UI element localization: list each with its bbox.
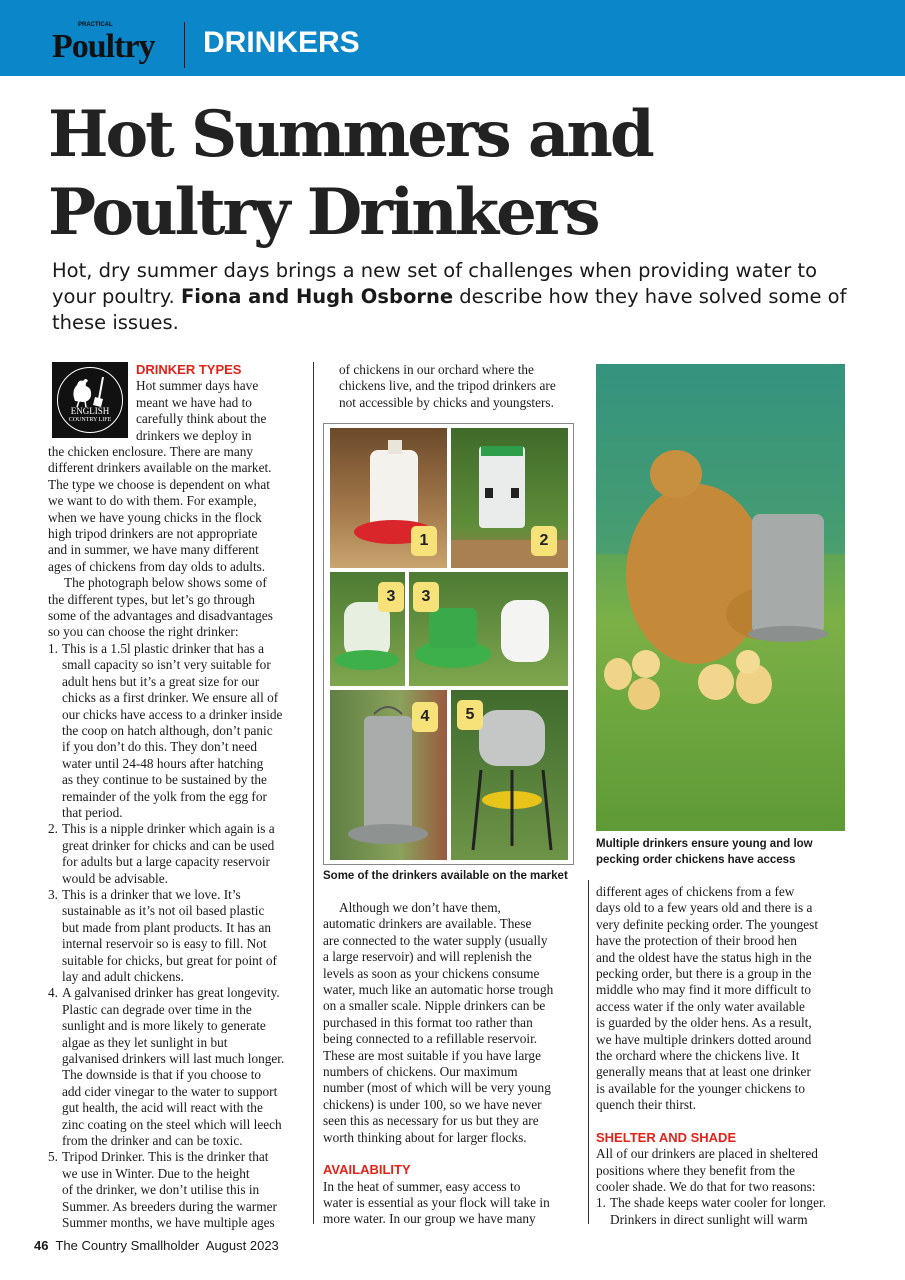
text-line: internal reservoir so is easy to fill. Not — [62, 936, 267, 952]
text-line: A galvanised drinker has great longevity. — [62, 985, 280, 1001]
list-item-1 — [596, 1195, 858, 1228]
list-number: 3. — [48, 886, 58, 902]
text-line: suitable for chicks, but great for point of — [62, 952, 277, 968]
standfirst-text: Hot, dry summer days brings a new set of challenges when providing water to your poultry. — [52, 259, 818, 308]
text-line: These are most suitable if you have large — [323, 1047, 541, 1063]
text-line: not accessible by chicks and youngsters. — [339, 394, 554, 410]
list-number: 1. — [48, 640, 58, 656]
photo-galvanised-drinker — [330, 690, 447, 860]
text-line: number (most of which will be very young — [323, 1080, 551, 1096]
photo-plastic-drinker — [330, 428, 447, 568]
text-line: the different types, but let’s go through — [48, 591, 255, 607]
column-2 — [323, 900, 581, 1228]
text-line: purchased in this format too rather than — [323, 1014, 533, 1030]
text-line: are connected to the water supply (usually — [323, 932, 548, 948]
title-line: Hot Summers and — [48, 97, 652, 172]
text-line: lay and adult chickens. — [62, 969, 184, 984]
text-line: so you can choose the right drinker: — [48, 624, 239, 640]
text-line: different ages of chickens from a few — [596, 884, 795, 899]
text-line: chickens live, and the tripod drinkers are — [339, 378, 556, 394]
text-line: sunlight and is more likely to generate — [62, 1018, 266, 1034]
authors: Fiona and Hugh Osborne — [180, 285, 454, 308]
text-line: water until 24-48 hours after hatching — [62, 755, 264, 771]
number-badge: 4 — [412, 702, 438, 732]
text-line: that period. — [62, 804, 123, 820]
text-line: of chickens in our orchard where the — [339, 362, 534, 377]
photo-green-drinker-b — [409, 572, 568, 686]
drinkers-photo-collage — [323, 423, 574, 865]
text-line: have the protection of their brood hen — [596, 933, 797, 949]
text-line: access water if the only water available — [596, 998, 805, 1014]
rooster-spade-icon — [53, 365, 127, 409]
article-title — [48, 96, 868, 252]
text-line: different drinkers available on the market. — [48, 460, 272, 476]
text-line: of the drinker, we don’t utilise this in — [62, 1182, 260, 1198]
text-line: Summer. As breeders during the warmer — [62, 1198, 277, 1214]
heading-availability: AVAILABILITY — [323, 1162, 411, 1178]
logo-text: Poultry — [52, 28, 155, 65]
section-title: DRINKERS — [203, 26, 360, 59]
text-line: for adults but a large capacity reservoir — [62, 854, 270, 870]
text-line: but made from plant products. It has an — [62, 919, 272, 935]
text-line: and in summer, we have many different — [48, 542, 259, 558]
text-line: the orchard where the chickens live. It — [596, 1048, 800, 1064]
text-line: when we have young chicks in the flock — [48, 509, 262, 525]
title-line: Poultry Drinkers — [48, 175, 598, 250]
text-line: small capacity so isn’t very suitable for — [62, 657, 271, 673]
text-line: we use in Winter. Due to the height — [62, 1165, 250, 1181]
header-banner — [0, 0, 905, 76]
text-line: is available for the younger chickens to — [596, 1080, 805, 1096]
text-line: positions where they benefit from the — [596, 1162, 796, 1178]
column-rule — [313, 362, 314, 1224]
text-line: numbers of chickens. Our maximum — [323, 1064, 518, 1080]
text-line: automatic drinkers are available. These — [323, 916, 532, 932]
text-line: This is a 1.5l plastic drinker that has a — [62, 640, 264, 656]
photo-hen-and-chicks — [596, 364, 845, 831]
text-line: zinc coating on the steel which will leech — [62, 1116, 282, 1132]
text-line: ages of chickens from day olds to adults. — [48, 558, 266, 574]
text-line: Hot summer days have — [136, 378, 259, 394]
text-line: levels as soon as your chickens consume — [323, 965, 540, 981]
text-line: being connected to a refillable reservoir. — [323, 1031, 538, 1047]
text-line: middle who may find it more difficult to — [596, 982, 812, 998]
text-line: great drinker for chicks and can be used — [62, 837, 275, 853]
header-divider — [184, 22, 185, 68]
text-line: galvanised drinkers will last much longer. — [62, 1051, 285, 1067]
number-badge: 3 — [413, 582, 439, 612]
text-line: water is essential as your flock will take in — [323, 1194, 550, 1210]
text-line: The type we choose is dependent on what — [48, 476, 270, 492]
list-number: 2. — [48, 821, 58, 837]
text-line: cooler shade. We do that for two reasons: — [596, 1178, 816, 1194]
text-line: carefully think about the — [136, 411, 267, 427]
text-line: The downside is that if you choose to — [62, 1067, 262, 1083]
photo-caption-drinkers: Some of the drinkers available on the market — [323, 870, 568, 882]
list-item-1 — [48, 641, 306, 821]
heading-drinker-types: DRINKER TYPES — [136, 362, 242, 377]
text-line: quench their thirst. — [596, 1097, 697, 1113]
text-line: The shade keeps water cooler for longer. — [610, 1195, 826, 1211]
list-item-5 — [48, 1149, 306, 1231]
magazine-logo — [52, 22, 155, 66]
column-1-wrap — [136, 362, 306, 444]
number-badge: 3 — [378, 582, 404, 612]
text-line: chicks as a first drinker. We ensure all of — [62, 690, 279, 706]
text-line: as they continue to be sustained by the — [62, 772, 267, 788]
number-badge: 1 — [411, 526, 437, 556]
magazine-name: The Country Smallholder — [55, 1238, 200, 1253]
text-line: days old to a few years old and there is a — [596, 900, 813, 916]
caption-line: Multiple drinkers ensure young and low — [596, 838, 813, 850]
standfirst — [52, 258, 852, 336]
text-line: more water. In our group we have many — [323, 1211, 536, 1227]
text-line: the chicken enclosure. There are many — [48, 444, 254, 459]
text-line: chickens) is under 100, so we have never — [323, 1096, 542, 1112]
text-line: high tripod drinkers are not appropriate — [48, 526, 258, 542]
list-number: 5. — [48, 1149, 58, 1165]
text-line: This is a nipple drinker which again is a — [62, 821, 275, 837]
text-line: from the drinker and can be toxic. — [62, 1133, 243, 1149]
text-line: is guarded by the older hens. As a result, — [596, 1015, 812, 1031]
english-country-life-logo — [52, 362, 128, 438]
standfirst-text: describe how they have solved some of these issues. — [52, 285, 847, 334]
list-item-3 — [48, 887, 306, 985]
photo-tripod-drinker — [451, 690, 568, 860]
text-line: sustainable as it’s not oil based plastic — [62, 903, 265, 919]
text-line: gut health, the acid will react with the — [62, 1100, 263, 1116]
logo-small-text: PRACTICAL — [78, 22, 113, 28]
page-number: 46 — [34, 1238, 49, 1253]
text-line: Tripod Drinker. This is the drinker that — [62, 1149, 269, 1165]
text-line: very definite pecking order. The youngest — [596, 916, 819, 932]
text-line: worth thinking about for larger flocks. — [323, 1129, 527, 1145]
text-line: drinkers we deploy in — [136, 427, 252, 443]
text-line: algae as they let sunlight in but — [62, 1034, 228, 1050]
text-line: Plastic can degrade over time in the — [62, 1001, 252, 1017]
caption-line: pecking order chickens have access — [596, 854, 796, 866]
column-1 — [48, 444, 306, 1232]
text-line: adult hens but it’s a great size for our — [62, 673, 260, 689]
photo-nipple-drinker — [451, 428, 568, 568]
list-number: 4. — [48, 985, 58, 1001]
issue-date: August 2023 — [205, 1238, 279, 1253]
text-line: would be advisable. — [62, 870, 168, 886]
list-number: 1. — [596, 1195, 606, 1211]
photo-green-drinker-a — [330, 572, 405, 686]
text-line: All of our drinkers are placed in sheltered — [596, 1146, 818, 1162]
text-line: Drinkers in direct sunlight will warm — [610, 1211, 808, 1227]
text-line: remainder of the yolk from the egg for — [62, 788, 267, 804]
column-rule — [588, 880, 589, 1224]
text-line: generally means that at least one drinker — [596, 1064, 811, 1080]
text-line: The photograph below shows some of — [64, 575, 267, 591]
photo-caption-hen — [596, 836, 856, 868]
list-item-4 — [48, 985, 306, 1149]
text-line: the coop on hatch although, don’t panic — [62, 722, 273, 738]
text-line: if you don’t do this. They don’t need — [62, 739, 258, 755]
text-line: meant we have had to — [136, 394, 252, 410]
text-line: we have multiple drinkers dotted around — [596, 1031, 812, 1047]
text-line: pecking order, but there is a group in the — [596, 966, 812, 982]
text-line: our chicks have access to a drinker inside — [62, 706, 283, 722]
logo-line-2: COUNTRY LIFE — [68, 417, 112, 423]
text-line: In the heat of summer, easy access to — [323, 1178, 521, 1194]
text-line: This is a drinker that we love. It’s — [62, 886, 241, 902]
text-line: and the oldest have the status high in the — [596, 949, 812, 965]
heading-shelter-and-shade: SHELTER AND SHADE — [596, 1129, 737, 1145]
text-line: Although we don’t have them, — [339, 900, 501, 915]
column-2-top — [323, 362, 581, 411]
page-footer — [34, 1238, 279, 1253]
text-line: add cider vinegar to the water to support — [62, 1083, 278, 1099]
text-line: some of the advantages and disadvantages — [48, 608, 273, 624]
text-line: we want to do with them. For example, — [48, 493, 257, 509]
text-line: on a smaller scale. Nipple drinkers can be — [323, 998, 546, 1014]
text-line: a large reservoir) and will replenish the — [323, 949, 532, 965]
number-badge: 5 — [457, 700, 483, 730]
logo-line-1: ENGLISH — [70, 406, 110, 416]
number-badge: 2 — [531, 526, 557, 556]
hen-chicks-illustration — [596, 364, 845, 831]
text-line: water, much like an automatic horse trough — [323, 982, 554, 998]
text-line: seen this as necessary for us but they are — [323, 1113, 539, 1129]
column-3 — [596, 884, 858, 1228]
list-item-2 — [48, 821, 306, 887]
text-line: Summer months, we have multiple ages — [62, 1215, 275, 1231]
